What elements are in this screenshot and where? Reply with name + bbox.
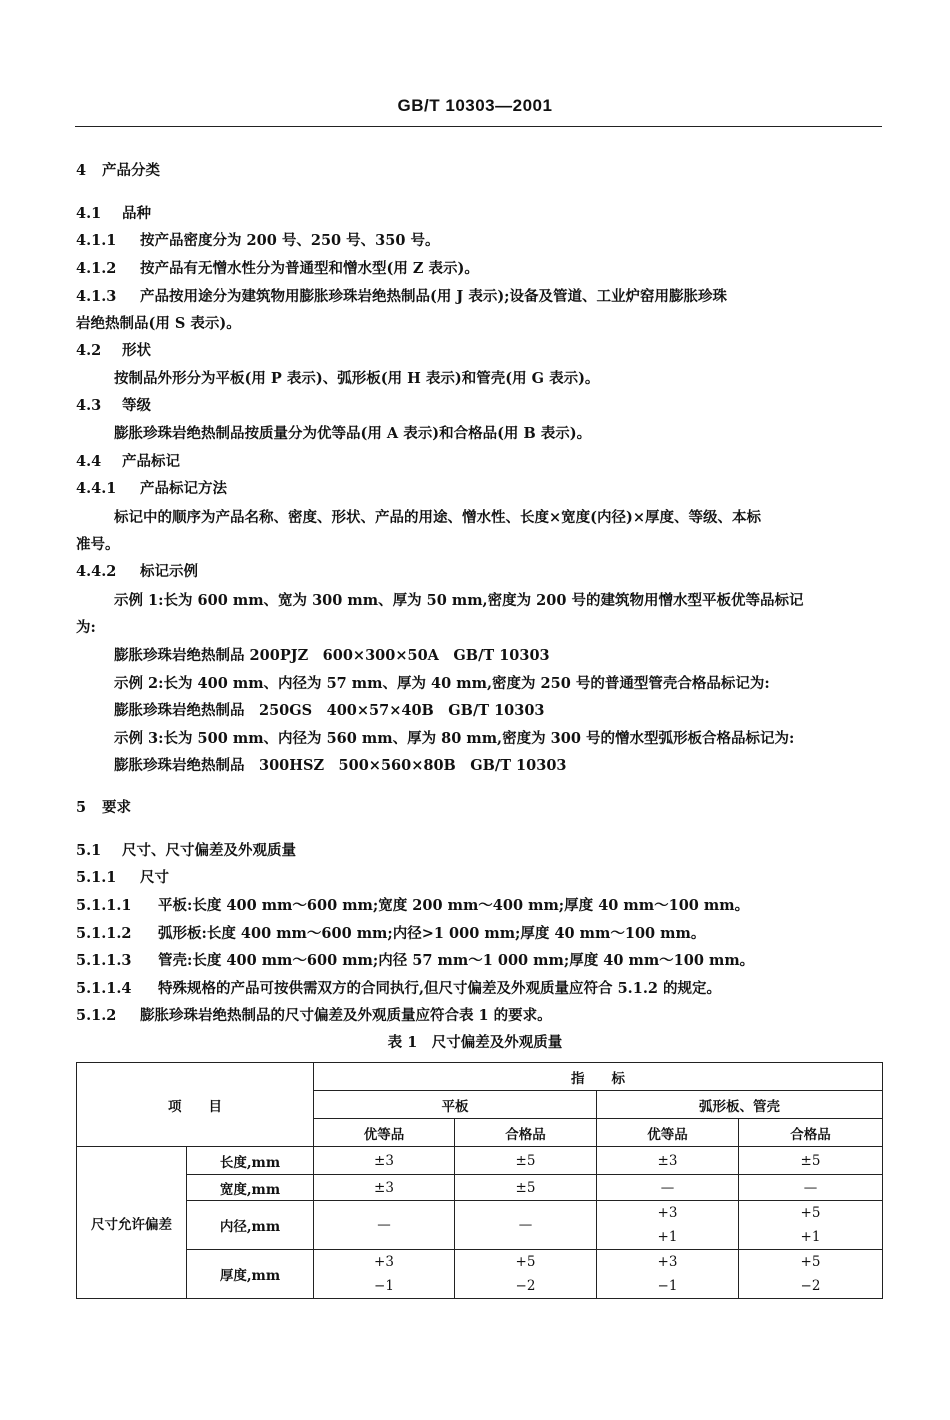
clause-heading — [76, 563, 198, 581]
example-text: 示例 2:长为 400 mm、内径为 57 mm、厚为 40 mm,密度为 250 号的普通型管壳合格品标记为: — [114, 675, 770, 692]
clause-number: 4.4.2 — [76, 563, 117, 580]
example-marking: 膨胀珍珠岩绝热制品 300HSZ 500×560×80B GB/T 10303 — [114, 757, 567, 774]
clause-body: 膨胀珍珠岩绝热制品按质量分为优等品(用 A 表示)和合格品(用 B 表示)。 — [114, 425, 592, 442]
clause-number: 4.4.1 — [76, 480, 117, 497]
clause-line — [76, 1007, 552, 1025]
clause-number: 4.1 — [76, 205, 102, 222]
section-heading — [76, 162, 160, 180]
clause-number: 4.2 — [76, 342, 102, 359]
table-cell: ±3 — [314, 1147, 455, 1175]
upper-tolerance: +3 — [657, 1205, 678, 1221]
clause-continuation: 准号。 — [76, 536, 120, 553]
clause-title: 产品标记方法 — [140, 480, 227, 497]
grade-header: 合格品 — [455, 1119, 597, 1147]
table-cell — [314, 1250, 455, 1299]
clause-line — [76, 897, 749, 915]
clause-number: 5.1.1.4 — [76, 980, 132, 997]
example-marking: 膨胀珍珠岩绝热制品 200PJZ 600×300×50A GB/T 10303 — [114, 647, 550, 664]
clause-body: 按制品外形分为平板(用 P 表示)、弧形板(用 H 表示)和管壳(用 G 表示)。 — [114, 370, 600, 387]
clause-body: 标记中的顺序为产品名称、密度、形状、产品的用途、憎水性、长度×宽度(内径)×厚度、等级、本标 — [114, 509, 762, 526]
clause-text: 特殊规格的产品可按供需双方的合同执行,但尺寸偏差及外观质量应符合 5.1.2 的规定。 — [158, 980, 722, 997]
row-label: 长度,mm — [187, 1147, 314, 1175]
table-cell — [739, 1201, 883, 1250]
clause-number: 4.1.3 — [76, 288, 117, 305]
upper-tolerance: +5 — [800, 1205, 821, 1221]
table-cell: ±3 — [314, 1175, 455, 1201]
lower-tolerance: +1 — [657, 1229, 678, 1245]
row-label: 内径,mm — [187, 1201, 314, 1250]
item-header: 项 目 — [77, 1063, 314, 1147]
example-marking: 膨胀珍珠岩绝热制品 250GS 400×57×40B GB/T 10303 — [114, 702, 545, 719]
clause-heading — [76, 869, 169, 887]
clause-line — [76, 980, 721, 998]
table-cell: ±5 — [739, 1147, 883, 1175]
example-text: 示例 1:长为 600 mm、宽为 300 mm、厚为 50 mm,密度为 200 号的建筑物用憎水型平板优等品标记 — [114, 592, 804, 609]
clause-number: 5.1.2 — [76, 1007, 117, 1024]
clause-heading — [76, 480, 227, 498]
table-cell: ±5 — [455, 1175, 597, 1201]
upper-tolerance: +5 — [515, 1254, 536, 1270]
clause-heading — [76, 842, 296, 860]
table-cell — [739, 1250, 883, 1299]
clause-number: 4.1.2 — [76, 260, 117, 277]
table-cell — [597, 1201, 739, 1250]
clause-text: 按产品密度分为 200 号、250 号、350 号。 — [140, 232, 440, 249]
section-heading — [76, 799, 131, 817]
clause-text: 平板:长度 400 mm～600 mm;宽度 200 mm～400 mm;厚度 40 mm～100 mm。 — [158, 897, 750, 914]
upper-tolerance: +3 — [374, 1254, 394, 1270]
clause-number: 4.1.1 — [76, 232, 117, 249]
clause-title: 尺寸 — [140, 869, 169, 886]
clause-heading — [76, 205, 151, 223]
example-text: 示例 3:长为 500 mm、内径为 560 mm、厚为 80 mm,密度为 300 号的憎水型弧形板合格品标记为: — [114, 730, 795, 747]
lower-tolerance: −2 — [800, 1278, 821, 1294]
clause-title: 形状 — [122, 342, 151, 359]
section-number: 5 — [76, 799, 87, 816]
clause-title: 尺寸、尺寸偏差及外观质量 — [122, 842, 296, 859]
clause-line — [76, 288, 727, 306]
table-caption: 表 1 尺寸偏差及外观质量 — [387, 1034, 563, 1051]
row-group-label: 尺寸允许偏差 — [77, 1147, 187, 1299]
clause-text: 产品按用途分为建筑物用膨胀珍珠岩绝热制品(用 J 表示);设备及管道、工业炉窑用膨胀珍珠 — [140, 288, 728, 305]
table-row — [77, 1250, 883, 1299]
grade-header: 合格品 — [739, 1119, 883, 1147]
clause-number: 4.4 — [76, 453, 102, 470]
example-continuation: 为: — [76, 619, 96, 636]
clause-text: 膨胀珍珠岩绝热制品的尺寸偏差及外观质量应符合表 1 的要求。 — [140, 1007, 552, 1024]
clause-number: 4.3 — [76, 397, 102, 414]
group-header-curved: 弧形板、管壳 — [597, 1091, 883, 1119]
row-label: 厚度,mm — [187, 1250, 314, 1299]
table-cell: ±3 — [597, 1147, 739, 1175]
table-cell: — — [739, 1175, 883, 1201]
lower-tolerance: +1 — [800, 1229, 821, 1245]
spec-table — [76, 1062, 883, 1299]
clause-line — [76, 260, 479, 278]
clause-heading — [76, 342, 151, 360]
clause-line — [76, 952, 754, 970]
clause-number: 5.1.1.1 — [76, 897, 132, 914]
table-cell — [455, 1250, 597, 1299]
row-label: 宽度,mm — [187, 1175, 314, 1201]
clause-line — [76, 232, 440, 250]
clause-number: 5.1 — [76, 842, 102, 859]
table-cell: ±5 — [455, 1147, 597, 1175]
upper-tolerance: +3 — [657, 1254, 678, 1270]
clause-continuation: 岩绝热制品(用 S 表示)。 — [76, 315, 241, 332]
clause-number: 5.1.1.3 — [76, 952, 132, 969]
clause-title: 品种 — [122, 205, 151, 222]
grade-header: 优等品 — [314, 1119, 455, 1147]
section-number: 4 — [76, 162, 87, 179]
table-cell: — — [455, 1201, 597, 1250]
table-cell: — — [314, 1201, 455, 1250]
group-header-flat: 平板 — [314, 1091, 597, 1119]
table-cell — [597, 1250, 739, 1299]
upper-tolerance: +5 — [800, 1254, 821, 1270]
table-row — [77, 1175, 883, 1201]
lower-tolerance: −1 — [374, 1278, 394, 1294]
clause-text: 按产品有无憎水性分为普通型和憎水型(用 Z 表示)。 — [140, 260, 479, 277]
clause-number: 5.1.1.2 — [76, 925, 132, 942]
clause-number: 5.1.1 — [76, 869, 117, 886]
table-row — [77, 1201, 883, 1250]
clause-heading — [76, 397, 151, 415]
section-title: 产品分类 — [102, 162, 160, 179]
clause-title: 标记示例 — [140, 563, 198, 580]
clause-title: 产品标记 — [122, 453, 180, 470]
clause-text: 管壳:长度 400 mm～600 mm;内径 57 mm～1 000 mm;厚度 40 mm～100 mm。 — [158, 952, 755, 969]
index-header: 指 标 — [314, 1063, 883, 1091]
grade-header: 优等品 — [597, 1119, 739, 1147]
table-row — [77, 1147, 883, 1175]
lower-tolerance: −2 — [515, 1278, 536, 1294]
lower-tolerance: −1 — [657, 1278, 678, 1294]
header-divider — [75, 126, 882, 127]
page-header: GB/T 10303—2001 — [397, 96, 553, 115]
clause-title: 等级 — [122, 397, 151, 414]
clause-text: 弧形板:长度 400 mm～600 mm;内径>1 000 mm;厚度 40 mm～100 mm。 — [158, 925, 706, 942]
clause-heading — [76, 453, 180, 471]
section-title: 要求 — [102, 799, 131, 816]
clause-line — [76, 925, 705, 943]
table-cell: — — [597, 1175, 739, 1201]
